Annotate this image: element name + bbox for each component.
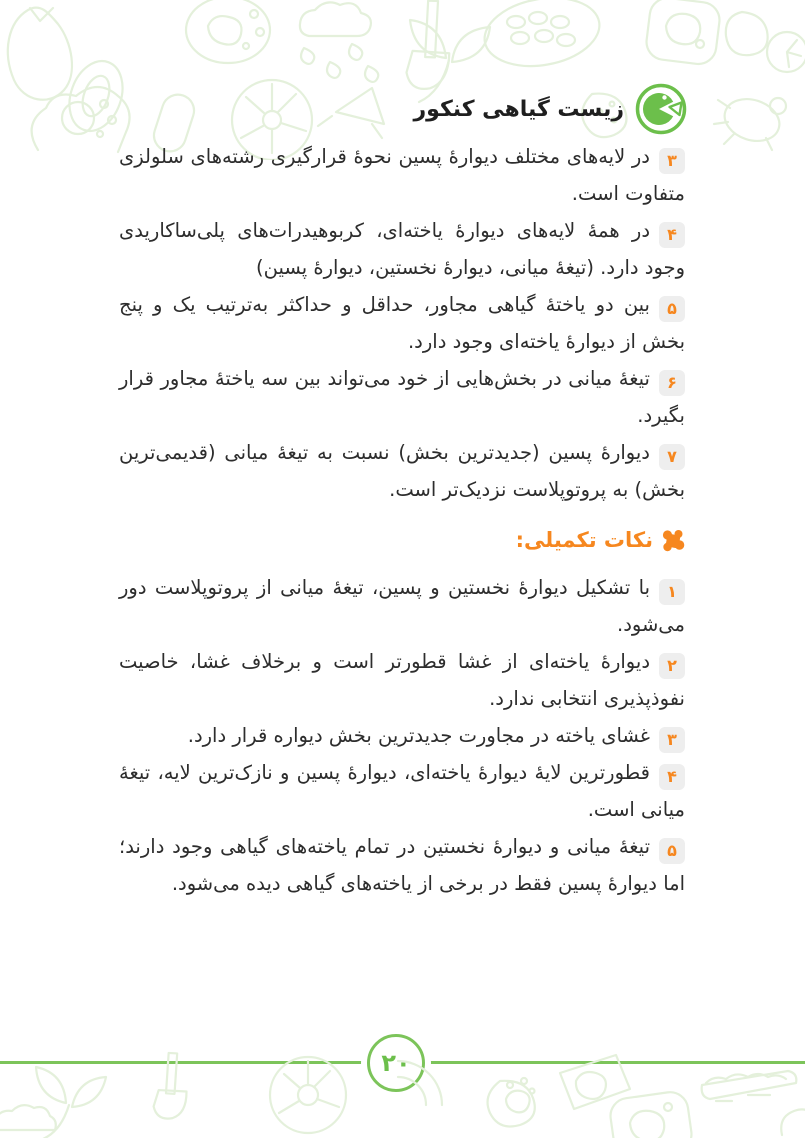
item-number-badge: ۴ bbox=[659, 764, 685, 790]
note-item bbox=[119, 643, 685, 717]
list-item bbox=[119, 434, 685, 508]
puzzle-icon bbox=[661, 529, 685, 553]
notes-heading-label: نکات تکمیلی: bbox=[515, 528, 653, 552]
list-item bbox=[119, 212, 685, 286]
list-item bbox=[119, 360, 685, 434]
list-item bbox=[119, 138, 685, 212]
item-number-badge: ۱ bbox=[659, 579, 685, 605]
item-number-badge: ۳ bbox=[659, 148, 685, 174]
cell-pie-icon bbox=[634, 82, 688, 136]
item-number-badge: ۷ bbox=[659, 444, 685, 470]
note-item bbox=[119, 828, 685, 902]
item-text: تیغۀ میانی در بخش‌هایی از خود می‌تواند بین سه یاختۀ مجاور قرار بگیرد. bbox=[119, 367, 685, 427]
page-title: زیست گیاهی کنکور bbox=[413, 96, 624, 122]
item-text: دیوارۀ یاخته‌ای از غشا قطورتر است و برخلاف غشا، خاصیت نفوذپذیری انتخابی ندارد. bbox=[119, 650, 685, 710]
item-text: در لایه‌های مختلف دیوارۀ پسین نحوۀ قرارگیری رشته‌های سلولزی متفاوت است. bbox=[119, 145, 685, 205]
item-text: غشای یاخته در مجاورت جدیدترین بخش دیواره قرار دارد. bbox=[187, 724, 650, 747]
page-number: ۲۰ bbox=[381, 1049, 411, 1077]
item-text: تیغۀ میانی و دیوارۀ نخستین در تمام یاخته‌های گیاهی وجود دارند؛ اما دیوارۀ پسین فقط در برخی از یاخته‌های گیاهی دیده می‌شود. bbox=[119, 835, 685, 895]
lesson-content bbox=[119, 138, 685, 902]
item-number-badge: ۵ bbox=[659, 838, 685, 864]
page-header bbox=[414, 82, 689, 136]
notes-heading bbox=[119, 522, 685, 559]
item-number-badge: ۳ bbox=[659, 727, 685, 753]
item-text: با تشکیل دیوارۀ نخستین و پسین، تیغۀ میانی از پروتوپلاست دور می‌شود. bbox=[119, 576, 685, 636]
note-item bbox=[119, 569, 685, 643]
note-item bbox=[119, 717, 685, 754]
note-item bbox=[119, 754, 685, 828]
item-number-badge: ۴ bbox=[659, 222, 685, 248]
item-number-badge: ۶ bbox=[659, 370, 685, 396]
item-text: بین دو یاختۀ گیاهی مجاور، حداقل و حداکثر به‌ترتیب یک و پنج بخش از دیوارۀ یاخته‌ای وجود دارد. bbox=[119, 293, 685, 353]
page-number-badge bbox=[367, 1034, 425, 1092]
item-number-badge: ۲ bbox=[659, 653, 685, 679]
list-item bbox=[119, 286, 685, 360]
item-text: در همۀ لایه‌های دیوارۀ یاخته‌ای، کربوهیدرات‌های پلی‌ساکاریدی وجود دارد. (تیغۀ میانی، دیوارۀ نخستین، دیوارۀ پسین) bbox=[119, 219, 685, 279]
item-number-badge: ۵ bbox=[659, 296, 685, 322]
item-text: دیوارۀ پسین (جدیدترین بخش) نسبت به تیغۀ میانی (قدیمی‌ترین بخش) به پروتوپلاست نزدیک‌تر است. bbox=[119, 441, 685, 501]
item-text: قطورترین لایۀ دیوارۀ یاخته‌ای، دیوارۀ پسین و نازک‌ترین لایه، تیغۀ میانی است. bbox=[119, 761, 685, 821]
